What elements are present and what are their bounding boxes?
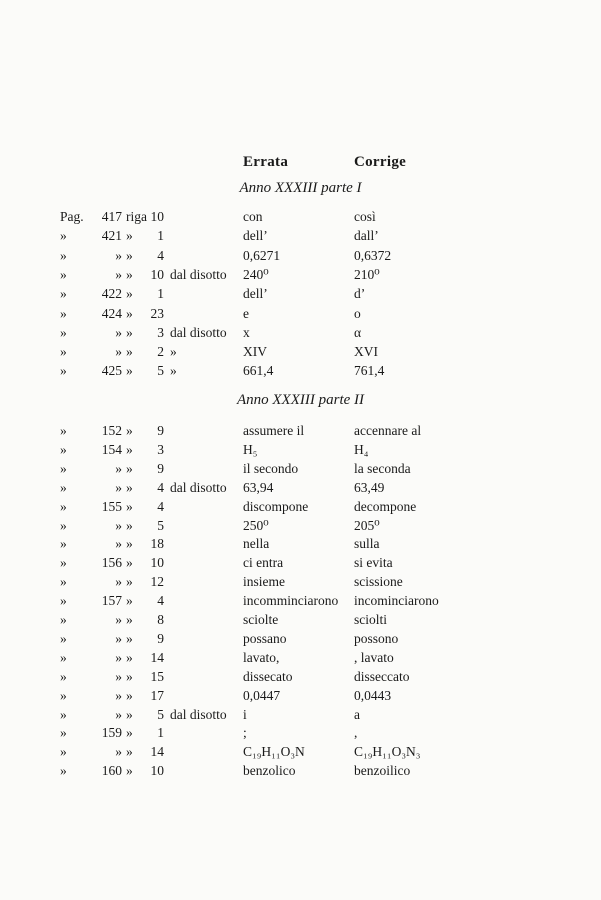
errata-text: 63,94 (243, 479, 274, 495)
line-number: 18 (150, 536, 164, 552)
corrige-text: 205⁰ (354, 517, 380, 533)
corrige-text: 0,6372 (354, 247, 392, 263)
line-number: 4 (157, 498, 164, 514)
errata-text: H₅ (243, 441, 258, 457)
errata-row (0, 248, 601, 266)
corrige-text: XVI (354, 344, 378, 360)
corrige-text: C₁₉H₁₁O₃N₃ (354, 744, 421, 760)
errata-row (0, 631, 601, 649)
position-note: dal disotto (170, 706, 227, 722)
page-marker: » (60, 668, 67, 684)
line-marker: » (126, 498, 133, 514)
position-note: » (170, 344, 177, 360)
line-marker: » (126, 725, 133, 741)
errata-text: C₁₉H₁₁O₃N (243, 744, 305, 760)
errata-row (0, 650, 601, 668)
line-marker: » (126, 266, 133, 282)
line-number: 3 (157, 324, 164, 340)
page-marker: » (60, 266, 67, 282)
line-marker: » (126, 479, 133, 495)
page-number: » (115, 612, 122, 627)
errata-row (0, 763, 601, 781)
line-number: 4 (157, 479, 164, 495)
errata-text: 0,0447 (243, 687, 281, 703)
line-number: 14 (150, 649, 164, 665)
errata-text: 0,6271 (243, 247, 281, 263)
corrige-header: Corrige (354, 154, 407, 170)
line-number: 9 (157, 460, 164, 476)
errata-row (0, 442, 601, 460)
errata-row (0, 267, 601, 285)
errata-row (0, 612, 601, 630)
line-number: 10 (150, 266, 164, 282)
page-marker: » (60, 744, 67, 760)
errata-text: dissecato (243, 668, 293, 684)
corrige-text: sciolti (354, 612, 387, 627)
errata-row (0, 228, 601, 246)
page-number: » (115, 324, 122, 340)
corrige-text: a (354, 706, 360, 722)
line-marker: » (126, 630, 133, 646)
corrige-text: scissione (354, 574, 403, 590)
page-number: » (115, 574, 122, 590)
errata-text: dell’ (243, 228, 268, 244)
page-marker: » (60, 228, 67, 244)
line-marker: » (126, 668, 133, 684)
corrige-text: possono (354, 630, 399, 646)
corrige-text: , lavato (354, 649, 394, 665)
page-marker: » (60, 574, 67, 590)
errata-text: ci entra (243, 555, 284, 571)
errata-text: 250⁰ (243, 517, 269, 533)
page-marker: » (60, 460, 67, 476)
page-number: » (115, 479, 122, 495)
page-number: 422 (101, 286, 122, 302)
line-marker: » (126, 763, 133, 779)
line-marker: » (126, 536, 133, 552)
line-number: 14 (150, 744, 164, 760)
line-marker: » (126, 441, 133, 457)
page-number: » (115, 668, 122, 684)
errata-text: XIV (243, 344, 267, 360)
line-number: 2 (157, 344, 164, 360)
line-marker: » (126, 324, 133, 340)
page-number: » (115, 266, 122, 282)
errata-text: nella (243, 536, 270, 552)
page-marker: » (60, 517, 67, 533)
errata-text: lavato, (243, 649, 280, 665)
errata-text: e (243, 305, 249, 321)
corrige-text: d’ (354, 286, 366, 302)
page-number: 157 (101, 593, 122, 609)
section-title-parte-1: Anno XXXIII parte I (239, 180, 362, 196)
page-number: 421 (101, 228, 122, 244)
page-marker: » (60, 344, 67, 360)
page-marker: » (60, 286, 67, 302)
corrige-text: 0,0443 (354, 687, 392, 703)
corrige-text: 210⁰ (354, 266, 380, 282)
line-marker: » (126, 649, 133, 665)
position-note: » (170, 363, 177, 379)
errata-text: con (243, 209, 263, 224)
line-marker: » (126, 744, 133, 760)
page-number: 424 (101, 305, 122, 321)
page-marker: » (60, 649, 67, 665)
line-number: 17 (150, 687, 164, 703)
errata-row (0, 306, 601, 324)
errata-row (0, 325, 601, 343)
corrige-text: sulla (354, 536, 380, 552)
errata-row (0, 593, 601, 611)
corrige-text: 761,4 (354, 363, 385, 379)
corrige-text: disseccato (354, 668, 410, 684)
line-number: 5 (157, 363, 164, 379)
corrige-text: α (354, 324, 362, 340)
page-number: 417 (101, 209, 122, 224)
line-marker: » (126, 612, 133, 627)
line-marker: » (126, 228, 133, 244)
page-marker: » (60, 687, 67, 703)
errata-row (0, 744, 601, 762)
page-marker: » (60, 498, 67, 514)
line-marker: » (126, 593, 133, 609)
line-number: 1 (157, 228, 164, 244)
line-number: 1 (157, 725, 164, 741)
page-number: 152 (101, 423, 122, 438)
corrige-text: accennare al (354, 423, 422, 438)
page-number: » (115, 344, 122, 360)
page-number: » (115, 649, 122, 665)
line-marker: » (126, 247, 133, 263)
page-number: 155 (101, 498, 122, 514)
line-number: 10 (150, 209, 164, 224)
corrige-text: benzoilico (354, 763, 411, 779)
errata-row (0, 669, 601, 687)
errata-text: possano (243, 630, 287, 646)
errata-row (0, 725, 601, 743)
errata-text: incomminciarono (243, 593, 339, 609)
errata-text: 661,4 (243, 363, 274, 379)
line-marker: » (126, 517, 133, 533)
line-marker: » (126, 305, 133, 321)
line-marker: » (126, 423, 133, 438)
page-number: » (115, 517, 122, 533)
line-number: 4 (157, 247, 164, 263)
errata-row (0, 536, 601, 554)
corrige-text: o (354, 305, 361, 321)
errata-text: discompone (243, 498, 309, 514)
line-number: 10 (150, 555, 164, 571)
page-marker: » (60, 725, 67, 741)
line-number: 9 (157, 630, 164, 646)
corrige-text: , (354, 725, 358, 741)
page-marker: » (60, 593, 67, 609)
page-number: 160 (101, 763, 122, 779)
errata-row (0, 363, 601, 381)
page-marker: » (60, 612, 67, 627)
errata-header: Errata (243, 154, 289, 170)
corrige-text: dall’ (354, 228, 379, 244)
errata-row (0, 209, 601, 227)
line-marker: » (126, 363, 133, 379)
page-marker: » (60, 305, 67, 321)
page-number: » (115, 744, 122, 760)
page-marker: » (60, 363, 67, 379)
page-number: 159 (101, 725, 122, 741)
section-title-parte-2: Anno XXXIII parte II (236, 392, 365, 408)
page-marker: » (60, 441, 67, 457)
errata-text: i (243, 706, 247, 722)
errata-text: assumere il (243, 423, 305, 438)
errata-text: sciolte (243, 612, 279, 627)
corrige-text: si evita (354, 555, 393, 571)
page-marker: » (60, 706, 67, 722)
errata-text: insieme (243, 574, 285, 590)
line-number: 15 (150, 668, 164, 684)
page-marker: » (60, 324, 67, 340)
page-number: » (115, 247, 122, 263)
line-number: 5 (157, 517, 164, 533)
errata-text: benzolico (243, 763, 296, 779)
page-marker: » (60, 536, 67, 552)
errata-text: il secondo (243, 460, 299, 476)
page-number: » (115, 536, 122, 552)
line-marker: » (126, 460, 133, 476)
page-marker: » (60, 763, 67, 779)
line-number: 4 (157, 593, 164, 609)
errata-row (0, 344, 601, 362)
line-marker: » (126, 286, 133, 302)
page-marker: Pag. (60, 209, 84, 224)
corrige-text: la seconda (354, 460, 411, 476)
line-marker: » (126, 344, 133, 360)
page-number: » (115, 706, 122, 722)
line-number: 12 (150, 574, 164, 590)
position-note: dal disotto (170, 266, 227, 282)
position-note: dal disotto (170, 324, 227, 340)
page-number: » (115, 630, 122, 646)
page-marker: » (60, 423, 67, 438)
line-number: 3 (157, 441, 164, 457)
errata-text: dell’ (243, 286, 268, 302)
line-marker: » (126, 687, 133, 703)
errata-row (0, 499, 601, 517)
errata-text: 240⁰ (243, 266, 269, 282)
errata-row (0, 480, 601, 498)
page-marker: » (60, 479, 67, 495)
errata-row (0, 555, 601, 573)
corrige-text: H₄ (354, 441, 369, 457)
page-number: 425 (101, 363, 122, 379)
line-marker: riga (126, 209, 147, 224)
page-number: 154 (101, 441, 122, 457)
page-marker: » (60, 247, 67, 263)
line-number: 23 (150, 305, 164, 321)
corrige-text: così (354, 209, 376, 224)
errata-row (0, 518, 601, 536)
errata-text: x (243, 324, 250, 340)
errata-row (0, 286, 601, 304)
page-marker: » (60, 630, 67, 646)
line-marker: » (126, 555, 133, 571)
line-number: 8 (157, 612, 164, 627)
corrige-text: incominciarono (354, 593, 439, 609)
line-marker: » (126, 706, 133, 722)
page-number: » (115, 687, 122, 703)
line-number: 1 (157, 286, 164, 302)
page-marker: » (60, 555, 67, 571)
errata-row (0, 574, 601, 592)
errata-text: ; (243, 725, 247, 741)
errata-row (0, 707, 601, 725)
line-number: 5 (157, 706, 164, 722)
line-number: 9 (157, 423, 164, 438)
corrige-text: 63,49 (354, 479, 385, 495)
errata-row (0, 423, 601, 441)
page-number: 156 (101, 555, 122, 571)
errata-row (0, 461, 601, 479)
corrige-text: decompone (354, 498, 417, 514)
page-number: » (115, 460, 122, 476)
line-marker: » (126, 574, 133, 590)
position-note: dal disotto (170, 479, 227, 495)
errata-row (0, 688, 601, 706)
line-number: 10 (150, 763, 164, 779)
